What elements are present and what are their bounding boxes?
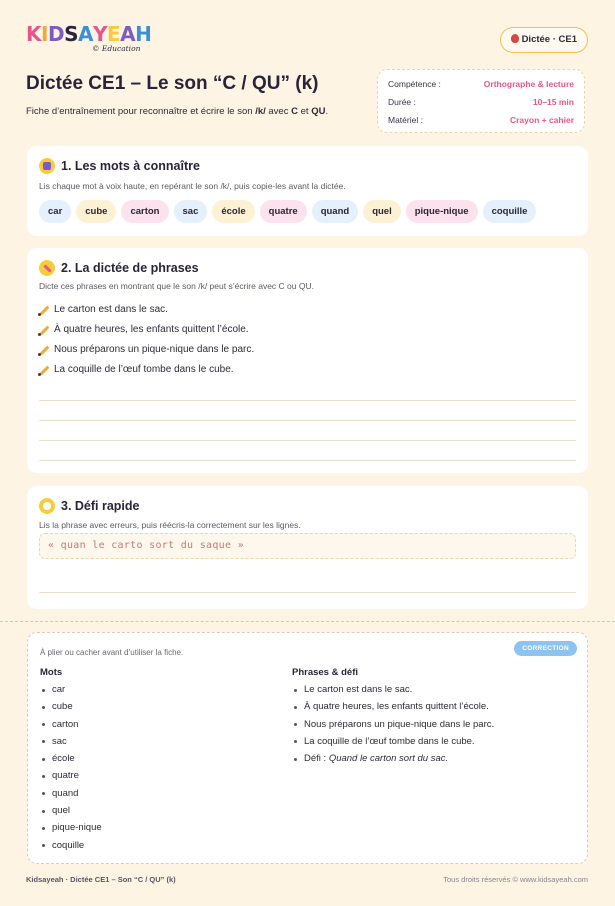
page-title: Dictée CE1 – Le son “C / QU” (k) [26,73,319,94]
book-icon [39,158,55,174]
list-item: école [40,750,102,767]
section-dictation-header [39,260,199,276]
word-chip: sac [174,200,208,223]
word-chip: pique-nique [406,200,478,223]
section-dictation-card [27,248,588,473]
pencil-icon [39,365,49,375]
sentence-text: Le carton est dans le sac. [54,304,168,315]
lightning-icon [39,498,55,514]
section-challenge-header [39,498,140,514]
writing-line [39,460,576,461]
word-chip: quel [363,200,401,223]
defi-answer: Quand le carton sort du sac. [328,753,449,765]
defi-label: Défi : [304,753,329,765]
meta-value: Crayon + cahier [509,115,574,125]
dictation-sentence [39,320,254,340]
list-item: quatre [40,767,102,784]
writing-line [39,400,576,401]
intro-sound: /k/ [255,106,266,117]
list-item: Nous préparons un pique-nique dans le parc. [292,716,494,733]
meta-row-materiel [388,113,574,131]
apple-icon [511,34,519,43]
correction-note: À plier ou cacher avant d’utiliser la fiche. [40,648,184,657]
list-item: quel [40,802,102,819]
brand-wordmark: KIDSAYEAH [26,22,152,46]
word-chip: coquille [483,200,537,223]
list-item: cube [40,698,102,715]
dictation-sentence [39,360,254,380]
level-pill-label: Dictée · CE1 [521,34,577,45]
pencil-icon [39,305,49,315]
footer-right: Tous droits réservés © www.kidsayeah.com [443,875,588,884]
meta-value: Orthographe & lecture [483,79,574,89]
fold-line [0,621,615,622]
section-words-title: 1. Les mots à connaître [61,159,200,173]
list-item: Le carton est dans le sac. [292,681,494,698]
section-words-card [27,146,588,236]
footer-left: Kidsayeah · Dictée CE1 – Son “C / QU” (k) [26,875,176,884]
intro-qu: QU [311,106,326,117]
meta-label: Compétence : [388,79,441,89]
writing-line [39,420,576,421]
word-chip: cube [76,200,116,223]
list-item: carton [40,716,102,733]
brand-subtitle: © Education [92,44,141,53]
writing-line [39,440,576,441]
list-item: car [40,681,102,698]
meta-value: 10–15 min [532,97,574,107]
section-challenge-desc: Lis la phrase avec erreurs, puis réécris-la correctement sur les lignes. [39,520,301,530]
word-chip: car [39,200,71,223]
intro-text [26,104,366,120]
correction-sentences-title: Phrases & défi [292,667,358,678]
meta-label: Matériel : [388,115,423,125]
list-item: sac [40,733,102,750]
word-chips [39,200,536,223]
writing-line [39,592,576,593]
section-dictation-title: 2. La dictée de phrases [61,261,199,275]
intro-and: et [297,106,312,117]
meta-row-duree [388,95,574,113]
wrong-sentence-box: « quan le carto sort du saque » [39,533,576,559]
word-chip: quand [312,200,359,223]
pencil-icon [39,325,49,335]
meta-label: Durée : [388,97,416,107]
word-chip: quatre [260,200,307,223]
brand-logo [26,24,166,58]
intro-c: C [291,106,298,117]
correction-panel [27,632,588,864]
sentence-text: À quatre heures, les enfants quittent l’école. [54,324,249,335]
dictation-sentence [39,300,254,320]
section-words-desc: Lis chaque mot à voix haute, en repérant le son /k/, puis copie-les avant la dictée. [39,181,346,191]
intro-middle: avec [265,106,292,117]
meta-box [377,69,585,133]
dictation-sentence [39,340,254,360]
list-item-defi [292,750,494,767]
list-item: À quatre heures, les enfants quittent l’école. [292,698,494,715]
list-item: quand [40,785,102,802]
list-item: coquille [40,837,102,854]
section-challenge-title: 3. Défi rapide [61,499,140,513]
intro-end: . [325,106,329,117]
word-chip: école [212,200,254,223]
correction-sentences-list [292,681,494,767]
section-dictation-desc: Dicte ces phrases en montrant que le son /k/ peut s’écrire avec C ou QU. [39,281,314,291]
correction-words-list [40,681,102,854]
level-pill [500,27,588,53]
correction-badge: CORRECTION [514,641,577,656]
sentence-text: La coquille de l’œuf tombe dans le cube. [54,364,234,375]
word-chip: carton [121,200,168,223]
pencil-icon [39,345,49,355]
list-item: pique-nique [40,819,102,836]
correction-words-title: Mots [40,667,63,678]
intro-before: Fiche d’entraînement pour reconnaître et écrire le son [26,106,256,117]
pencil-badge-icon [39,260,55,276]
dictation-sentences [39,300,254,380]
list-item: La coquille de l’œuf tombe dans le cube. [292,733,494,750]
meta-row-competence [388,77,574,95]
section-challenge-card [27,486,588,609]
sentence-text: Nous préparons un pique-nique dans le parc. [54,344,255,355]
section-words-header [39,158,200,174]
